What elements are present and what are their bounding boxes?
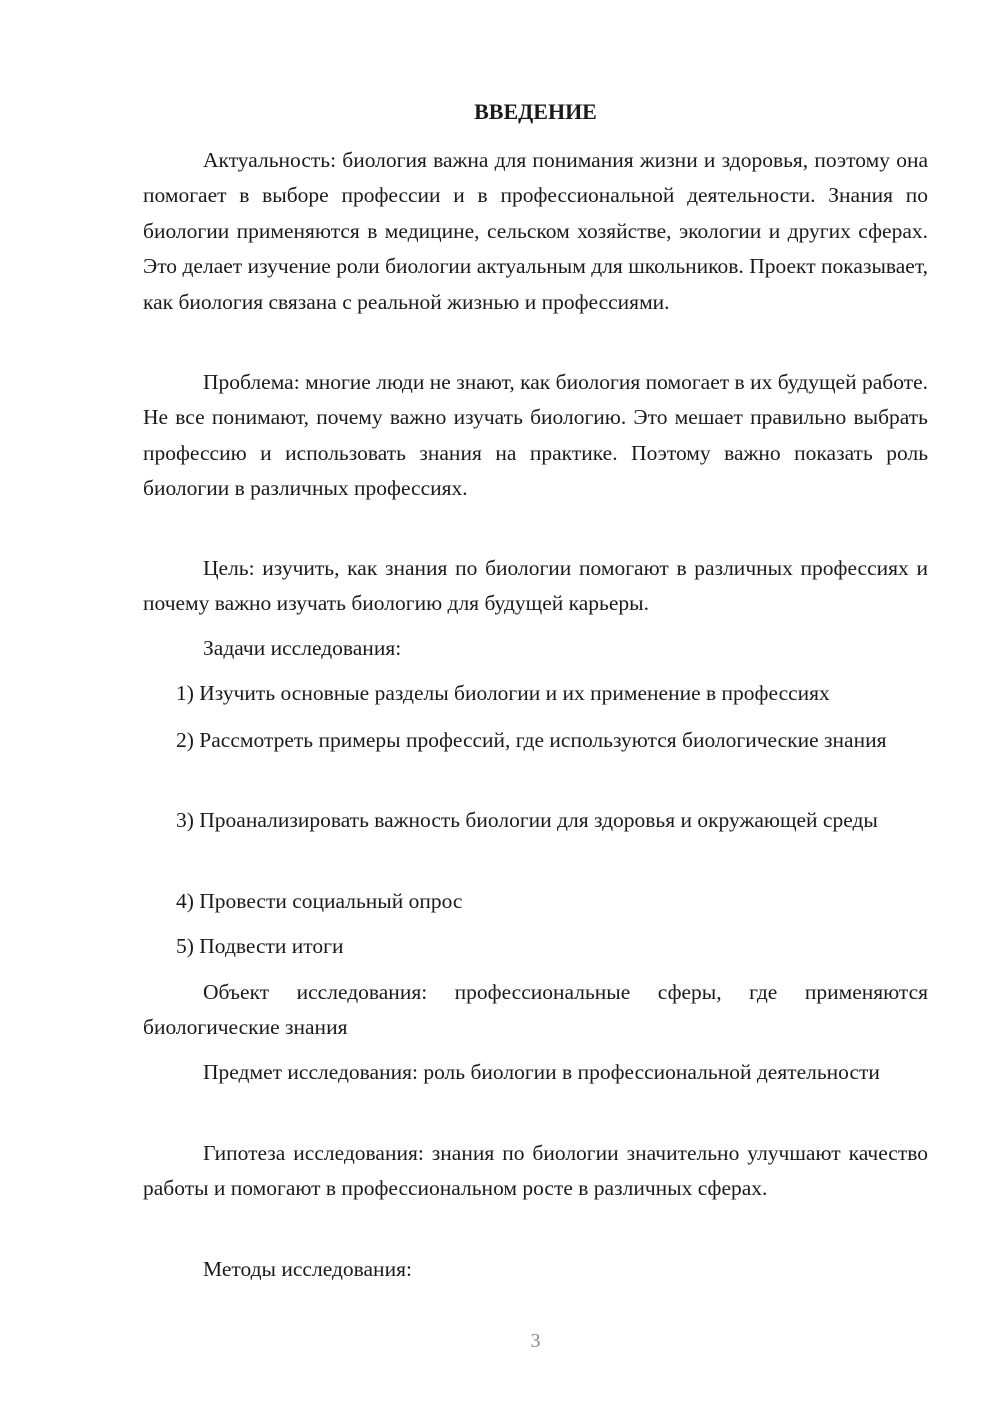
task-item-1: 1) Изучить основные разделы биологии и их применение в профессиях xyxy=(176,681,830,705)
paragraph-methods: Методы исследования: xyxy=(203,1257,412,1281)
paragraph-tasks-heading: Задачи исследования: xyxy=(203,636,402,660)
task-item-4: 4) Провести социальный опрос xyxy=(176,889,463,913)
paragraph-hypothesis: Гипотеза исследования: знания по биологии значительно улучшают качество работы и помогают в профессиональном росте в различных сферах. xyxy=(143,1141,928,1201)
paragraph-object: Объект исследования: профессиональные сферы, где применяются биологические знания xyxy=(143,980,928,1040)
task-item-3: 3) Проанализировать важность биологии для здоровья и окружающей среды xyxy=(176,808,878,832)
page-title: ВВЕДЕНИЕ xyxy=(474,99,597,124)
paragraph-relevance: Актуальность: биология важна для понимания жизни и здоровья, поэтому она помогает в выборе профессии и в профессиональной деятельности. Знания по биологии применяются в медицине, сельском хозяйстве, экологии и других сферах. Это делает изучение роли биологии актуальным для школьников. Проект показывает, как биология связана с реальной жизнью и профессиями. xyxy=(143,148,928,314)
paragraph-goal: Цель: изучить, как знания по биологии помогают в различных профессиях и почему важно изучать биологию для будущей карьеры. xyxy=(143,556,928,616)
task-item-5: 5) Подвести итоги xyxy=(176,934,344,958)
paragraph-subject: Предмет исследования: роль биологии в профессиональной деятельности xyxy=(203,1060,880,1084)
task-item-2: 2) Рассмотреть примеры профессий, где используются биологические знания xyxy=(176,728,887,752)
page-number: 3 xyxy=(530,1330,541,1352)
paragraph-problem: Проблема: многие люди не знают, как биология помогает в их будущей работе. Не все понимают, почему важно изучать биологию. Это мешает правильно выбрать профессию и использовать знания на практике. Поэтому важно показать роль биологии в различных профессиях. xyxy=(143,370,928,501)
